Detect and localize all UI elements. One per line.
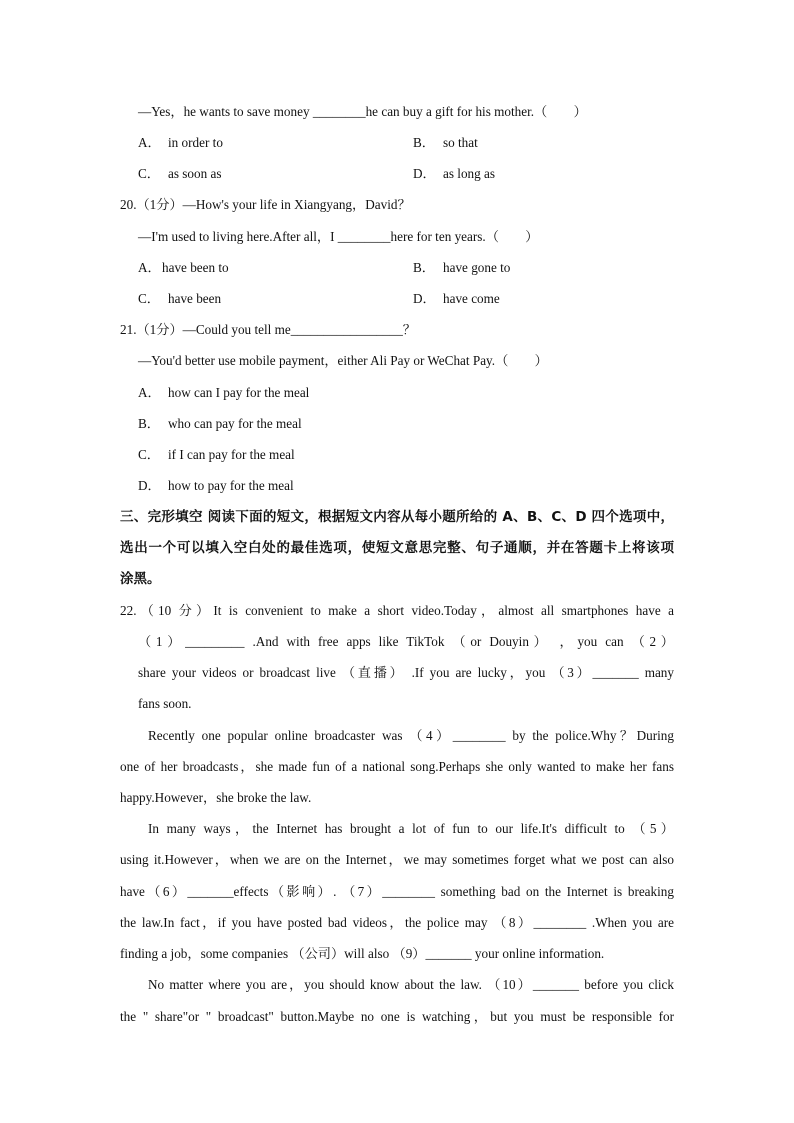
q22-line-6: one of her broadcasts，she made fun of a national song.Perhaps she only wanted to make her fans <box>120 759 674 774</box>
q20-option-a[interactable] <box>138 259 229 277</box>
q20-stem: 20.（1分）—How's your life in Xiangyang，David？ <box>120 197 411 212</box>
q20-option-b[interactable] <box>413 259 510 277</box>
q21-option-c[interactable] <box>138 446 295 464</box>
option-text: how to pay for the meal <box>168 478 294 493</box>
q21-option-b[interactable] <box>138 415 302 433</box>
option-text: so that <box>443 135 478 150</box>
option-text: have come <box>443 291 500 306</box>
q20-option-d[interactable] <box>413 290 500 308</box>
option-letter: D． <box>413 166 436 181</box>
option-text: how can I pay for the meal <box>168 385 310 400</box>
option-letter: B． <box>413 260 435 275</box>
q21-stem: 21.（1分）—Could you tell me_________________？ <box>120 322 416 337</box>
q22-line-3: share your videos or broadcast live （直播） .If you are lucky，you （3）_______ many <box>138 665 674 680</box>
q22-line-5: Recently one popular online broadcaster was （4）________ by the police.Why？During <box>148 728 674 743</box>
section3-heading-line-1: 三、完形填空 阅读下面的短文，根据短文内容从每小题所给的 A、B、C、D 四个选项中， <box>120 509 674 525</box>
q19-answer-line: —Yes，he wants to save money ________he can buy a gift for his mother.（ ） <box>138 104 587 119</box>
section3-heading-line-3: 涂黑。 <box>120 571 161 587</box>
option-letter: A． <box>138 135 161 150</box>
q22-line-1: 22.（10 分）It is convenient to make a short video.Today，almost all smartphones have a <box>120 603 674 618</box>
option-letter: D． <box>413 291 436 306</box>
q19-option-a[interactable] <box>138 134 223 152</box>
option-text: in order to <box>168 135 223 150</box>
q22-line-11: the law.In fact，if you have posted bad videos，the police may （8）________ .When you are <box>120 915 674 930</box>
option-text: have been to <box>162 260 229 275</box>
q22-line-13: No matter where you are，you should know about the law. （10）_______ before you click <box>148 977 674 992</box>
option-text: as long as <box>443 166 496 181</box>
q19-option-c[interactable] <box>138 165 221 183</box>
q22-line-12: finding a job，some companies （公司）will also （9）_______ your online information. <box>120 946 605 961</box>
q21-answer-line: —You'd better use mobile payment，either Ali Pay or WeChat Pay.（ ） <box>138 353 548 368</box>
q21-option-d[interactable] <box>138 477 294 495</box>
option-text: if I can pay for the meal <box>168 447 295 462</box>
q21-option-a[interactable] <box>138 384 309 402</box>
option-letter: B． <box>413 135 435 150</box>
option-letter: C． <box>138 291 160 306</box>
q22-line-4: fans soon. <box>138 696 192 711</box>
option-letter: A． <box>138 260 161 275</box>
q19-option-b[interactable] <box>413 134 478 152</box>
q20-option-c[interactable] <box>138 290 221 308</box>
option-letter: A． <box>138 385 161 400</box>
option-text: have been <box>168 291 222 306</box>
section3-heading-line-2: 选出一个可以填入空白处的最佳选项，使短文意思完整、句子通顺，并在答题卡上将该项 <box>120 540 674 556</box>
q22-line-7: happy.However，she broke the law. <box>120 790 312 805</box>
q19-option-d[interactable] <box>413 165 495 183</box>
q22-line-14: the " share"or " broadcast" button.Maybe no one is watching，but you must be responsible for <box>120 1009 674 1024</box>
option-letter: B． <box>138 416 160 431</box>
q22-line-10: have（6）_______effects（影响）. （7）________ something bad on the Internet is breaking <box>120 884 674 899</box>
option-letter: C． <box>138 166 160 181</box>
q20-answer-line: —I'm used to living here.After all，I ________here for ten years.（ ） <box>138 229 539 244</box>
option-text: have gone to <box>443 260 511 275</box>
q22-line-8: In many ways，the Internet has brought a lot of fun to our life.It's difficult to （5） <box>148 821 674 836</box>
option-letter: D． <box>138 478 161 493</box>
option-text: who can pay for the meal <box>168 416 302 431</box>
option-letter: C． <box>138 447 160 462</box>
q22-line-9: using it.However，when we are on the Internet，we may sometimes forget what we post can also <box>120 852 674 867</box>
option-text: as soon as <box>168 166 222 181</box>
q22-line-2: （1）_________ .And with free apps like TikTok （or Douyin） ，you can （2） <box>138 634 674 649</box>
